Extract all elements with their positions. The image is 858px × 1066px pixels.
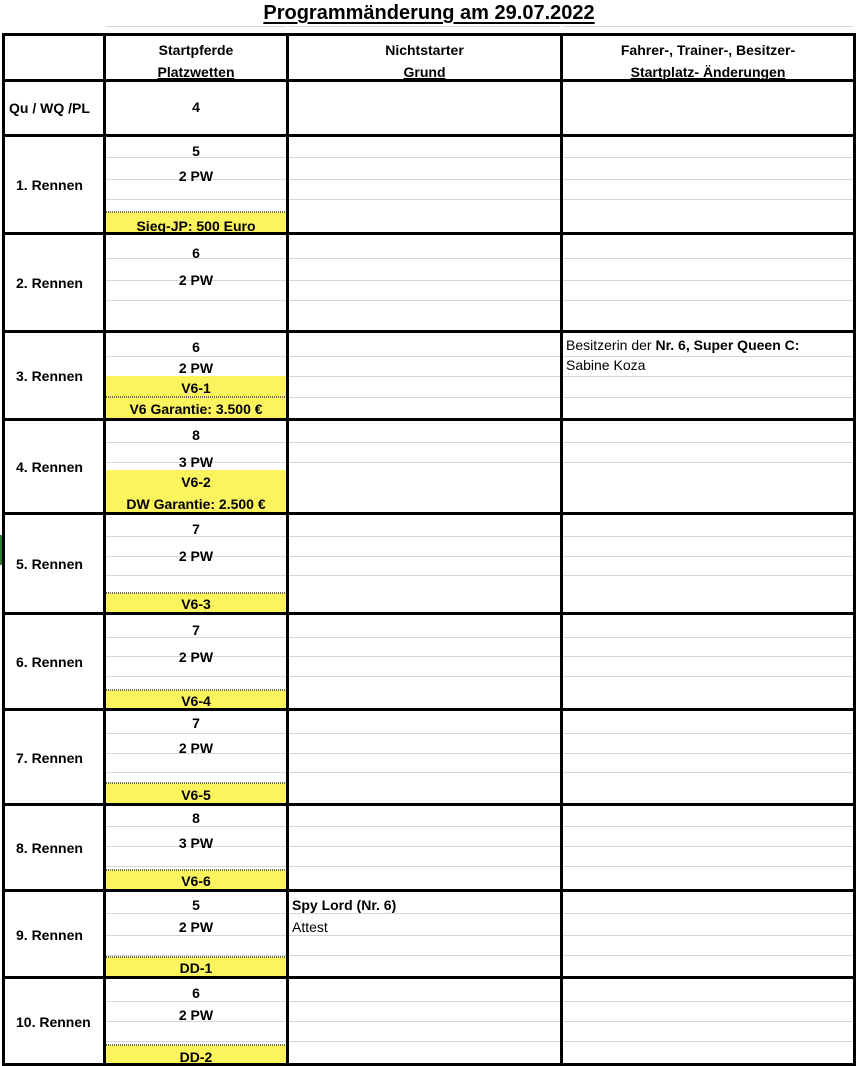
dotted-border — [106, 689, 288, 691]
race-place-bets: 2 PW — [178, 548, 214, 564]
gridline — [289, 676, 560, 677]
dotted-border — [106, 869, 288, 871]
race-extra: V6-2 — [181, 474, 211, 490]
race-label: 4. Rennen — [16, 459, 83, 475]
dotted-border — [106, 1044, 288, 1046]
gridline — [106, 676, 286, 677]
table-border — [2, 889, 856, 892]
gridline — [563, 258, 853, 259]
gridline — [106, 1041, 286, 1042]
gridline — [289, 300, 560, 301]
gridline — [106, 772, 286, 773]
race-place-bets: 3 PW — [178, 835, 214, 851]
gridline — [563, 846, 853, 847]
gridline — [289, 26, 560, 27]
gridline — [563, 179, 853, 180]
gridline — [563, 300, 853, 301]
gridline — [106, 733, 286, 734]
gridline — [289, 280, 560, 281]
race-starters: 8 — [192, 810, 200, 826]
dotted-border — [106, 592, 288, 594]
table-border — [286, 33, 289, 1066]
gridline — [289, 442, 560, 443]
gridline — [106, 26, 286, 27]
gridline — [563, 753, 853, 754]
race-place-bets: 2 PW — [178, 740, 214, 756]
gridline — [289, 536, 560, 537]
header-nichtstarter: Nichtstarter Grund — [385, 42, 464, 80]
gridline — [563, 442, 853, 443]
gridline — [563, 280, 853, 281]
gridline — [289, 733, 560, 734]
gridline — [563, 397, 853, 398]
dotted-border — [106, 782, 288, 784]
race-extra: V6-3 — [181, 596, 211, 612]
race-label: 10. Rennen — [16, 1013, 91, 1030]
gridline — [289, 846, 560, 847]
gridline — [563, 733, 853, 734]
gridline — [106, 356, 286, 357]
gridline — [289, 556, 560, 557]
gridline — [563, 826, 853, 827]
gridline — [106, 935, 286, 936]
race-extra: V6-4 — [181, 693, 211, 709]
gridline — [563, 157, 853, 158]
gridline — [563, 676, 853, 677]
gridline — [563, 462, 853, 463]
gridline — [289, 1041, 560, 1042]
gridline — [289, 866, 560, 867]
gridline — [106, 826, 286, 827]
gridline — [289, 1021, 560, 1022]
gridline — [106, 199, 286, 200]
header-aenderungen: Fahrer-, Trainer-, Besitzer- Startplatz- Änderungen — [620, 42, 796, 80]
gridline — [563, 935, 853, 936]
gridline — [289, 913, 560, 914]
table-border — [2, 33, 856, 36]
gridline — [563, 913, 853, 914]
gridline — [289, 179, 560, 180]
gridline — [106, 913, 286, 914]
race-extra: V6-6 — [181, 873, 211, 889]
race-extra: Sieg-JP: 500 Euro — [136, 218, 256, 234]
gridline — [563, 1021, 853, 1022]
gridline — [289, 376, 560, 377]
race3-change-note: Besitzerin der Nr. 6, Super Queen C: — [566, 337, 800, 353]
gridline — [289, 772, 560, 773]
race-label: 2. Rennen — [16, 275, 83, 291]
gridline — [563, 1041, 853, 1042]
race9-nonstarter: Spy Lord (Nr. 6) — [292, 897, 397, 913]
race-place-bets: 2 PW — [178, 168, 214, 184]
page-title: Programmänderung am 29.07.2022 — [263, 2, 595, 24]
gridline — [106, 866, 286, 867]
race-starters: 5 — [192, 143, 200, 159]
table-border — [2, 512, 856, 515]
table-border — [2, 330, 856, 333]
race-place-bets: 3 PW — [178, 454, 214, 470]
gridline — [289, 157, 560, 158]
race-starters: 7 — [192, 521, 200, 537]
race-label: 8. Rennen — [16, 840, 83, 856]
gridline — [106, 1001, 286, 1002]
gridline — [563, 199, 853, 200]
gridline — [563, 26, 853, 27]
gridline — [289, 955, 560, 956]
race-place-bets: 2 PW — [178, 649, 214, 665]
quick-value: 4 — [192, 99, 200, 115]
race-place-bets: 2 PW — [178, 360, 214, 376]
gridline — [563, 536, 853, 537]
gridline — [106, 575, 286, 576]
race9-reason: Attest — [292, 919, 328, 935]
race-label: 7. Rennen — [16, 749, 83, 766]
gridline — [289, 637, 560, 638]
table-border — [2, 134, 856, 137]
race-label: 9. Rennen — [16, 926, 83, 943]
race-starters: 6 — [192, 245, 200, 261]
race-extra: V6-1 — [181, 380, 211, 396]
race3-change-name: Sabine Koza — [566, 357, 646, 373]
race-label: 3. Rennen — [16, 368, 83, 384]
table-border — [2, 976, 856, 979]
table-border — [853, 33, 856, 1066]
dotted-border — [106, 396, 288, 398]
gridline — [289, 656, 560, 657]
race-label: 6. Rennen — [16, 654, 83, 670]
gridline — [563, 556, 853, 557]
race-starters: 6 — [192, 985, 200, 1001]
race-extra: DD-2 — [179, 1049, 213, 1065]
gridline — [563, 376, 853, 377]
race-starters: 5 — [192, 897, 200, 913]
race-starters: 8 — [192, 427, 200, 443]
gridline — [106, 300, 286, 301]
gridline — [289, 199, 560, 200]
race-extra: V6 Garantie: 3.500 € — [129, 401, 263, 417]
race-extra: DD-1 — [179, 960, 213, 976]
gridline — [563, 656, 853, 657]
race-starters: 7 — [192, 715, 200, 731]
gridline — [289, 826, 560, 827]
table-border — [2, 33, 5, 1066]
table-border — [560, 33, 563, 1066]
gridline — [289, 935, 560, 936]
race-label: 5. Rennen — [16, 556, 83, 572]
race-extra: DW Garantie: 2.500 € — [126, 496, 266, 512]
table-border — [2, 612, 856, 615]
gridline — [563, 955, 853, 956]
gridline — [563, 575, 853, 576]
race-label: 1. Rennen — [16, 177, 83, 193]
gridline — [289, 258, 560, 259]
gridline — [289, 1001, 560, 1002]
race-place-bets: 2 PW — [178, 272, 214, 288]
race-starters: 6 — [192, 339, 200, 355]
gridline — [563, 866, 853, 867]
race-starters: 7 — [192, 622, 200, 638]
race-place-bets: 2 PW — [178, 919, 214, 935]
gridline — [289, 575, 560, 576]
gridline — [289, 356, 560, 357]
table-border — [2, 803, 856, 806]
gridline — [289, 397, 560, 398]
race-place-bets: 2 PW — [178, 1007, 214, 1023]
gridline — [563, 772, 853, 773]
row-label-quick: Qu / WQ /PL — [9, 100, 90, 116]
dotted-border — [106, 211, 288, 213]
gridline — [289, 753, 560, 754]
gridline — [563, 637, 853, 638]
gridline — [563, 1001, 853, 1002]
dotted-border — [106, 956, 288, 958]
gridline — [289, 462, 560, 463]
race-extra: V6-5 — [181, 787, 211, 803]
header-startpferde: Startpferde Platzwetten — [157, 42, 235, 80]
table-border — [2, 418, 856, 421]
